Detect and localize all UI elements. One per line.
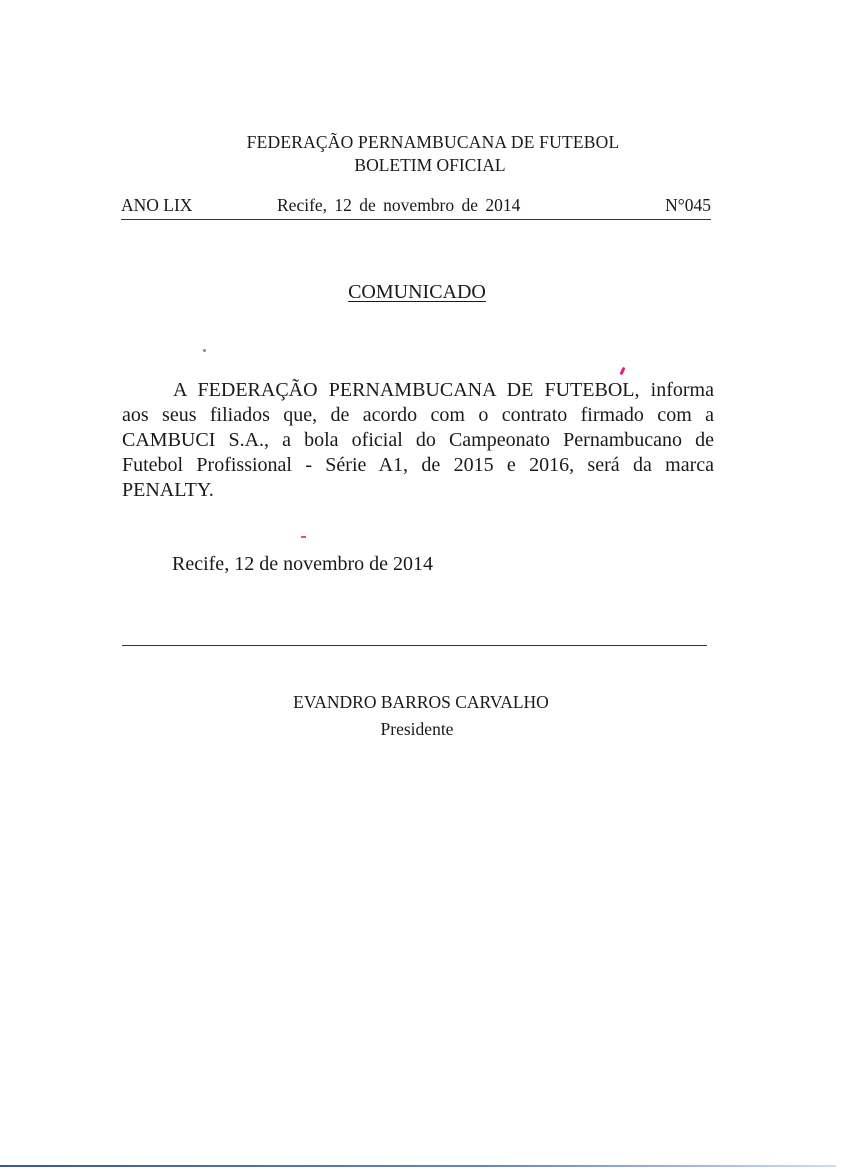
signature-line xyxy=(122,645,707,646)
ink-mark xyxy=(619,367,625,376)
announcement-paragraph: A FEDERAÇÃO PERNAMBUCANA DE FUTEBOL, informa aos seus filiados que, de acordo com o contrato firmado com a CAMBUCI S.A., a bola oficial do Campeonato Pernambucano de Futebol Profissional - Série A1, de 2015 e 2016, será da marca PENALTY. xyxy=(122,379,714,501)
document-title xyxy=(0,281,834,304)
bulletin-date: Recife, 12 de novembro de 2014 xyxy=(277,195,521,215)
announcement-body xyxy=(122,378,714,503)
page-bottom-edge xyxy=(0,1165,836,1167)
issue-number: N°045 xyxy=(665,195,711,215)
scan-speck xyxy=(203,349,206,352)
publication-name: BOLETIM OFICIAL xyxy=(354,155,506,175)
signer-name: EVANDRO BARROS CARVALHO xyxy=(293,692,549,712)
organization-name: FEDERAÇÃO PERNAMBUCANA DE FUTEBOL xyxy=(246,132,620,152)
bulletin-meta-row xyxy=(121,195,711,220)
year-label: ANO LIX xyxy=(121,195,193,215)
closing-date: Recife, 12 de novembro de 2014 xyxy=(172,553,434,575)
document-title-text: COMUNICADO xyxy=(348,281,486,303)
ink-mark-small xyxy=(301,536,306,538)
signer-role: Presidente xyxy=(380,719,454,739)
